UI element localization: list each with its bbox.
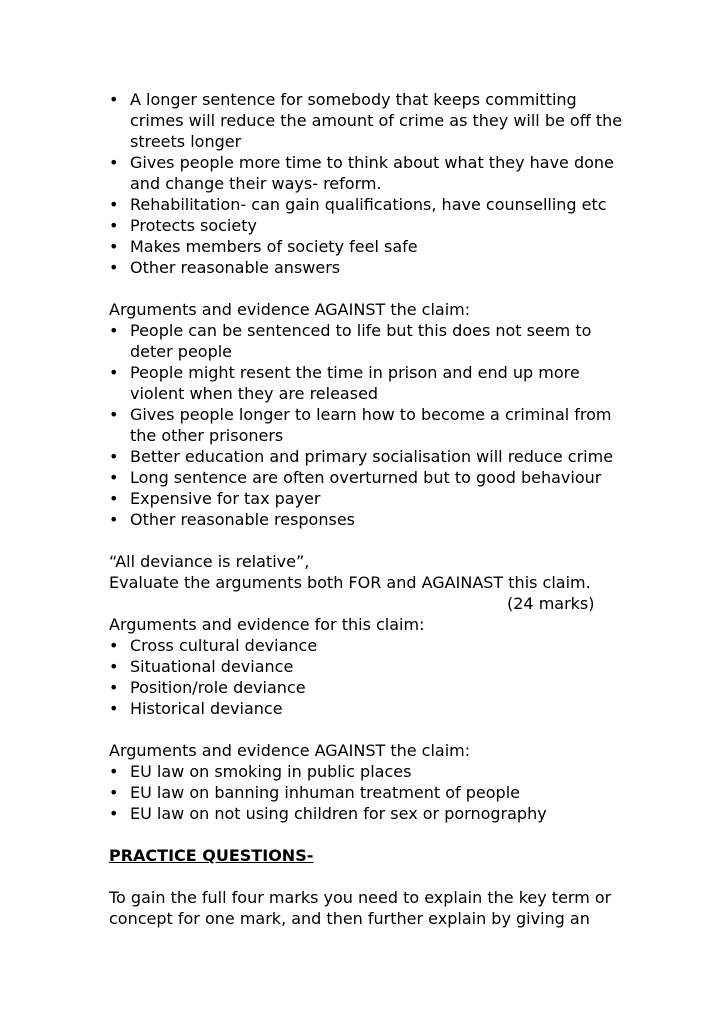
page-content — [109, 89, 629, 929]
question-instruction: Evaluate the arguments both FOR and AGAINAST this claim. — [109, 573, 591, 592]
list-item-text: Situational deviance — [130, 657, 294, 676]
spacer — [109, 824, 629, 845]
list-item — [109, 761, 629, 782]
bullet-icon: • — [109, 762, 119, 781]
list-item — [109, 677, 629, 698]
list-item — [109, 782, 629, 803]
list-item-text: EU law on banning inhuman treatment of people — [130, 783, 520, 802]
list-item-text: EU law on not using children for sex or pornography — [130, 804, 547, 823]
spacer — [109, 278, 629, 299]
practice-heading: PRACTICE QUESTIONS- — [109, 846, 314, 865]
bullet-icon: • — [109, 636, 119, 655]
bullet-icon: • — [109, 363, 119, 382]
list-item — [109, 635, 629, 656]
list-item — [109, 656, 629, 677]
question-marks: (24 marks) — [507, 594, 595, 613]
question-quote: “All deviance is relative”, — [109, 552, 310, 571]
practice-text: To gain the full four marks you need to explain the key term or concept for one mark, and then further explain by giving an — [109, 888, 612, 928]
list-item-text: Position/role deviance — [130, 678, 306, 697]
bullet-icon: • — [109, 195, 119, 214]
against-heading-1: Arguments and evidence AGAINST the claim: — [109, 300, 471, 319]
list-item — [109, 698, 629, 719]
list-item — [109, 446, 629, 467]
list-item-text: Cross cultural deviance — [130, 636, 318, 655]
list-item — [109, 362, 629, 404]
list-item — [109, 803, 629, 824]
list-item-text: Rehabilitation- can gain qualifications, have counselling etc — [130, 195, 607, 214]
against-heading-2: Arguments and evidence AGAINST the claim: — [109, 741, 471, 760]
list-item-text: Historical deviance — [130, 699, 283, 718]
bullet-icon: • — [109, 699, 119, 718]
spacer — [109, 719, 629, 740]
bullet-icon: • — [109, 678, 119, 697]
arguments-against-list-1 — [109, 320, 629, 530]
list-item-text: Gives people more time to think about what they have done and change their ways- reform. — [130, 153, 614, 193]
list-item-text: EU law on smoking in public places — [130, 762, 412, 781]
spacer — [109, 866, 629, 887]
bullet-icon: • — [109, 405, 119, 424]
arguments-for-list-2 — [109, 635, 629, 719]
bullet-icon: • — [109, 510, 119, 529]
bullet-icon: • — [109, 321, 119, 340]
bullet-icon: • — [109, 216, 119, 235]
bullet-icon: • — [109, 783, 119, 802]
list-item — [109, 215, 629, 236]
spacer — [109, 530, 629, 551]
list-item-text: Makes members of society feel safe — [130, 237, 418, 256]
bullet-icon: • — [109, 804, 119, 823]
bullet-icon: • — [109, 237, 119, 256]
list-item — [109, 194, 629, 215]
bullet-icon: • — [109, 468, 119, 487]
list-item-text: Better education and primary socialisation will reduce crime — [130, 447, 614, 466]
list-item-text: Other reasonable responses — [130, 510, 355, 529]
list-item-text: Other reasonable answers — [130, 258, 341, 277]
list-item-text: Protects society — [130, 216, 257, 235]
list-item-text: Long sentence are often overturned but to good behaviour — [130, 468, 602, 487]
list-item — [109, 89, 629, 152]
list-item-text: A longer sentence for somebody that keeps committing crimes will reduce the amount of crime as they will be off the streets longer — [130, 90, 623, 151]
list-item — [109, 236, 629, 257]
list-item — [109, 257, 629, 278]
bullet-icon: • — [109, 258, 119, 277]
list-item-text: People can be sentenced to life but this does not seem to deter people — [130, 321, 592, 361]
for-heading: Arguments and evidence for this claim: — [109, 615, 425, 634]
list-item — [109, 404, 629, 446]
list-item-text: Gives people longer to learn how to become a criminal from the other prisoners — [130, 405, 612, 445]
list-item — [109, 467, 629, 488]
bullet-icon: • — [109, 657, 119, 676]
bullet-icon: • — [109, 90, 119, 109]
bullet-icon: • — [109, 489, 119, 508]
list-item-text: People might resent the time in prison and end up more violent when they are released — [130, 363, 580, 403]
bullet-icon: • — [109, 153, 119, 172]
list-item — [109, 152, 629, 194]
arguments-for-list-1 — [109, 89, 629, 278]
bullet-icon: • — [109, 447, 119, 466]
list-item-text: Expensive for tax payer — [130, 489, 321, 508]
list-item — [109, 488, 629, 509]
list-item — [109, 320, 629, 362]
arguments-against-list-2 — [109, 761, 629, 824]
list-item — [109, 509, 629, 530]
